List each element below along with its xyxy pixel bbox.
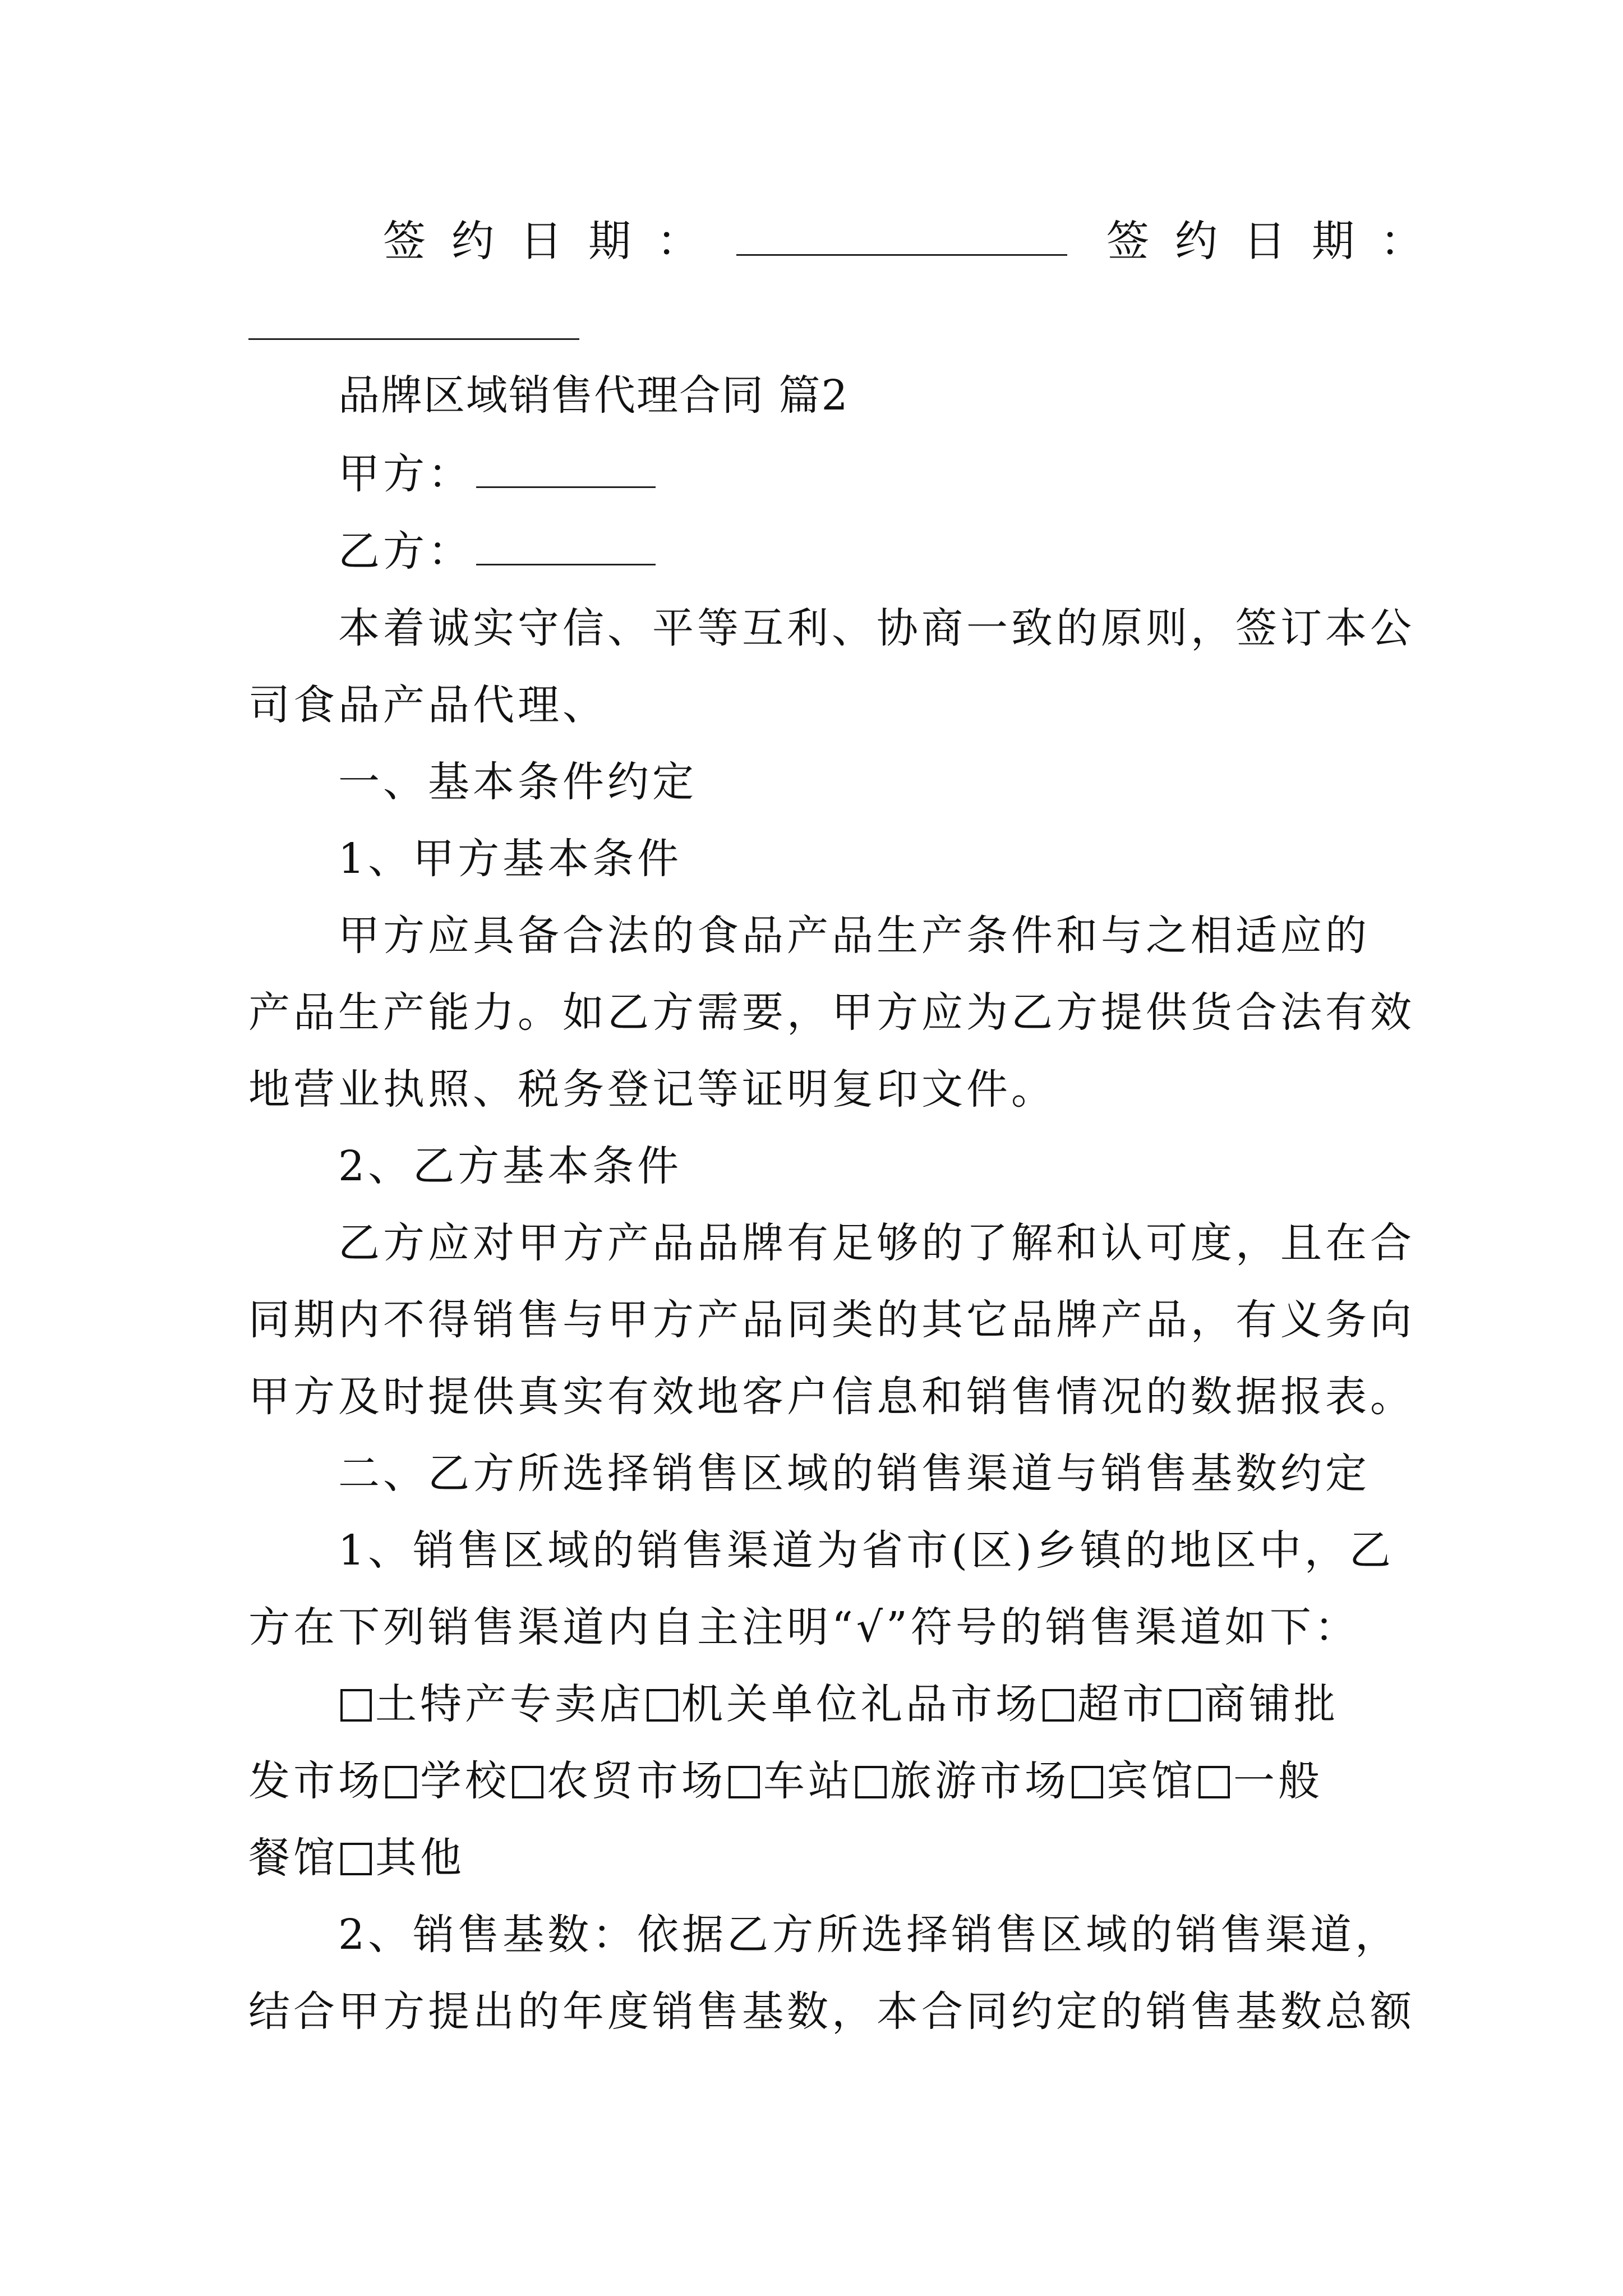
channel-label-7: 车站 [763, 1757, 853, 1805]
checkbox-channel-9[interactable] [1072, 1766, 1103, 1798]
channels-line-3 [248, 1833, 1387, 1883]
party-b-row [338, 526, 1477, 577]
checkbox-channel-11[interactable] [340, 1843, 372, 1875]
checkbox-channel-4[interactable] [1169, 1689, 1201, 1722]
channel-label-9: 宾馆 [1106, 1757, 1196, 1805]
section2-item2-line-2: 结合甲方提出的年度销售基数，本合同约定的销售基数总额 [248, 1987, 1415, 2036]
party-b-label: 乙方： [338, 527, 473, 576]
channels-line-1 [338, 1679, 1477, 1729]
channel-label-6: 农贸市场 [547, 1757, 726, 1805]
signature-date-label-2: 签约日期： [1106, 216, 1449, 266]
section1-heading: 一、基本条件约定 [338, 758, 697, 806]
signature-date-label-1: 签约日期： [383, 216, 725, 266]
party-a-row [338, 449, 1477, 499]
intro-line-1: 本着诚实守信、平等互利、协商一致的原则，签订本公 [338, 604, 1415, 652]
channel-label-5: 学校 [420, 1757, 510, 1805]
section1-sub1-line-2: 产品生产能力。如乙方需要，甲方应为乙方提供货合法有效 [248, 988, 1415, 1037]
signature-date-row [383, 216, 1449, 266]
section1-sub1-heading: 1、甲方基本条件 [338, 835, 683, 883]
checkbox-channel-10[interactable] [1198, 1766, 1230, 1798]
section1-sub2-heading: 2、乙方基本条件 [338, 1142, 683, 1190]
signature-date-blank-1 [736, 217, 1067, 256]
channel-label-11: 其他 [375, 1834, 465, 1882]
channel-label-2: 机关单位礼品市场 [681, 1680, 1040, 1728]
party-a-label: 甲方： [338, 450, 473, 498]
channel-label-10: 一般 [1233, 1757, 1323, 1805]
section1-sub2-line-2: 同期内不得销售与甲方产品同类的其它品牌产品，有义务向 [248, 1296, 1415, 1344]
section1-sub2-line-1: 乙方应对甲方产品品牌有足够的了解和认可度，且在合 [338, 1219, 1415, 1267]
section2-heading: 二、乙方所选择销售区域的销售渠道与销售基数约定 [338, 1450, 1370, 1498]
section1-sub1-line-3: 地营业执照、税务登记等证明复印文件。 [248, 1065, 1056, 1114]
signature-date-blank-2 [248, 338, 579, 340]
channel-label-8: 旅游市场 [890, 1757, 1069, 1805]
party-a-blank [476, 453, 656, 488]
checkbox-channel-8[interactable] [855, 1766, 887, 1798]
channel-label-3: 超市 [1077, 1680, 1167, 1728]
section1-sub2-line-3: 甲方及时提供真实有效地客户信息和销售情况的数据报表。 [248, 1373, 1415, 1421]
checkbox-channel-7[interactable] [728, 1766, 760, 1798]
document-title: 品牌区域销售代理合同 篇2 [338, 371, 849, 420]
intro-line-2: 司食品产品代理、 [248, 681, 607, 729]
party-b-blank [476, 530, 656, 565]
checkbox-channel-1[interactable] [340, 1689, 372, 1722]
channel-label-4-cont: 发市场 [248, 1757, 383, 1805]
channel-label-1: 土特产专卖店 [375, 1680, 644, 1728]
checkbox-channel-5[interactable] [385, 1766, 417, 1798]
channel-label-4: 商铺批 [1204, 1680, 1339, 1728]
section1-sub1-line-1: 甲方应具备合法的食品产品生产条件和与之相适应的 [338, 912, 1370, 960]
channels-line-2 [248, 1756, 1387, 1806]
section2-item1-line-2: 方在下列销售渠道内自主注明“√”符号的销售渠道如下： [248, 1603, 1359, 1651]
section2-item2-line-1: 2、销售基数：依据乙方所选择销售区域的销售渠道， [338, 1911, 1400, 1959]
checkbox-channel-2[interactable] [647, 1689, 678, 1722]
channel-label-10-cont: 餐馆 [248, 1834, 338, 1882]
checkbox-channel-6[interactable] [512, 1766, 543, 1798]
section2-item1-line-1: 1、销售区域的销售渠道为省市(区)乡镇的地区中，乙 [338, 1526, 1394, 1575]
checkbox-channel-3[interactable] [1043, 1689, 1074, 1722]
